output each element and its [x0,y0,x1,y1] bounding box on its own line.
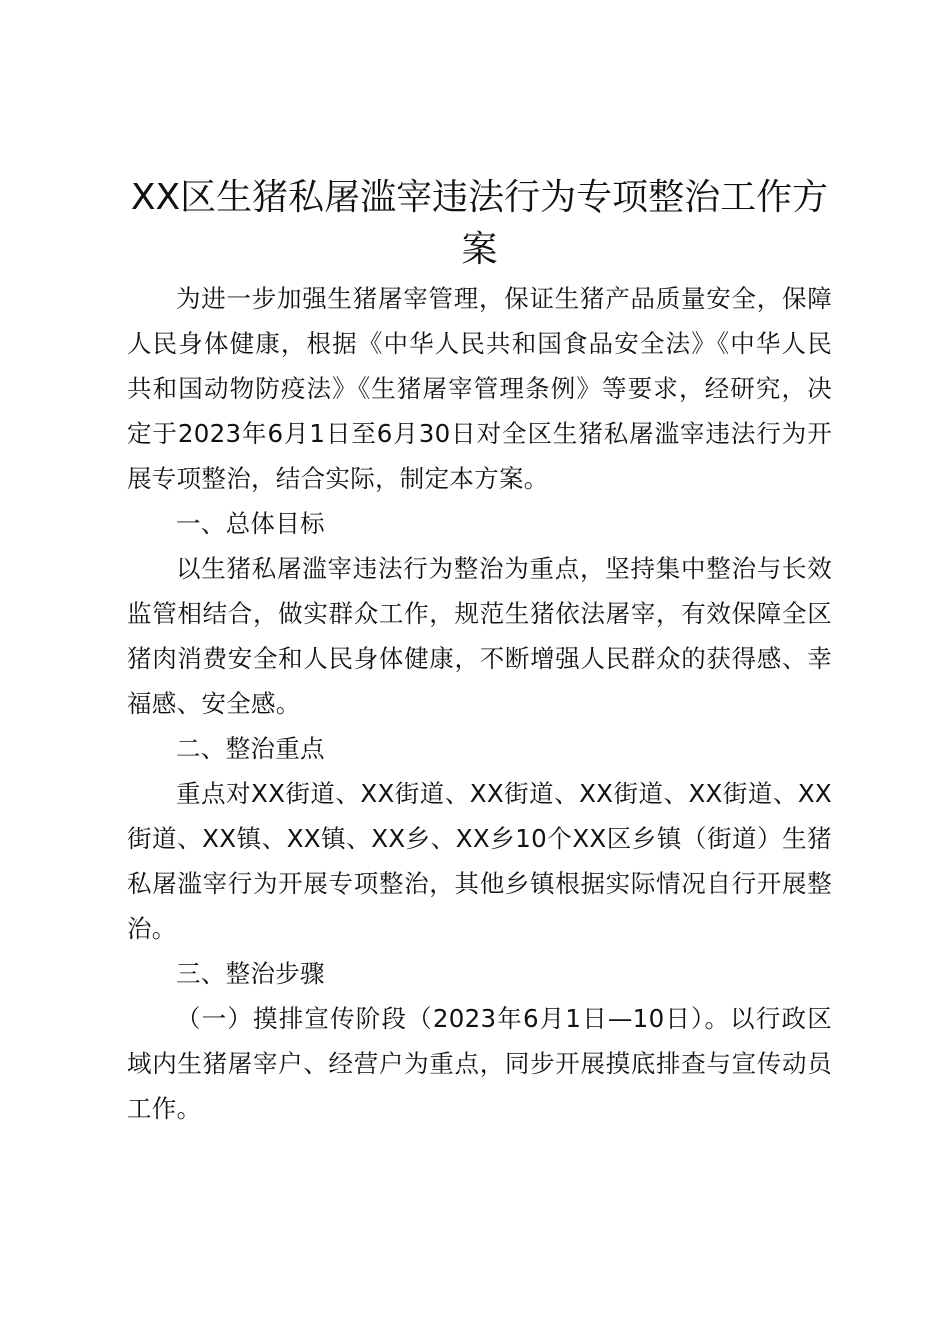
section-heading-goal: 一、总体目标 [176,509,325,538]
document-title: XX区生猪私屠滥宰违法行为专项整治工作方案 [130,177,829,270]
section-body-steps: （一）摸排宣传阶段（2023年6月1日—10日）。以行政区域内生猪屠宰户、经营户为重点，同步开展摸底排查与宣传动员工作。 [127,1004,832,1123]
section-body-goal: 以生猪私屠滥宰违法行为整治为重点，坚持集中整治与长效监管相结合，做实群众工作，规范生猪依法屠宰，有效保障全区猪肉消费安全和人民身体健康，不断增强人民群众的获得感、幸福感、安全感。 [127,554,832,718]
title-block [127,172,832,276]
section-heading-steps: 三、整治步骤 [176,959,325,988]
section-body-focus: 重点对XX街道、XX街道、XX街道、XX街道、XX街道、XX街道、XX镇、XX镇、XX乡、XX乡10个XX区乡镇（街道）生猪私屠滥宰行为开展专项整治，其他乡镇根据实际情况自行开展整治。 [127,779,832,943]
intro-paragraph: 为进一步加强生猪屠宰管理，保证生猪产品质量安全，保障人民身体健康，根据《中华人民共和国食品安全法》《中华人民共和国动物防疫法》《生猪屠宰管理条例》等要求，经研究，决定于2023年6月1日至6月30日对全区生猪私屠滥宰违法行为开展专项整治，结合实际，制定本方案。 [127,284,832,493]
document-content [127,172,832,1131]
section-heading-focus: 二、整治重点 [176,734,325,763]
